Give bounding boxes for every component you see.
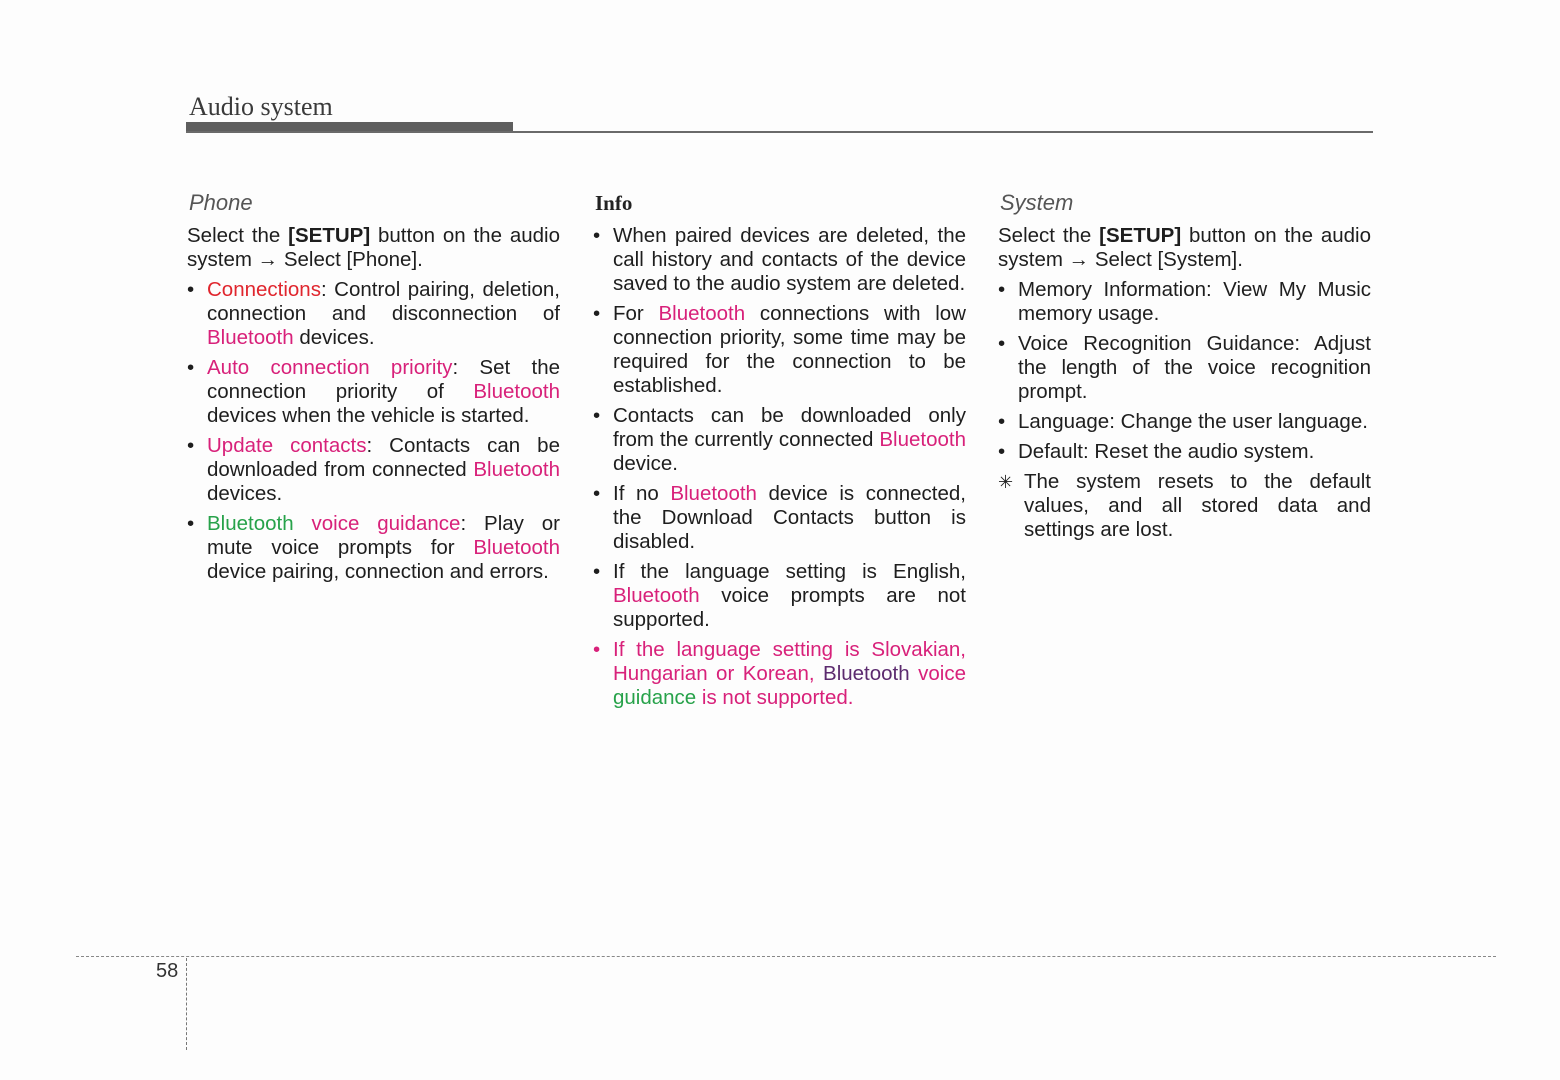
item-text: Default: Reset the audio system. [1018, 440, 1315, 463]
info-column [593, 190, 966, 716]
bluetooth-term: Bluetooth [207, 326, 294, 349]
item-text: device is connected, the Download Contacts button is disabled. [613, 482, 966, 553]
item-label: Bluetooth [207, 512, 294, 535]
item-text: voice [909, 662, 966, 685]
setup-button-label: [SETUP] [1099, 224, 1182, 247]
item-text: : Play or mute voice prompts for [207, 512, 560, 559]
bluetooth-term: Bluetooth [658, 302, 746, 325]
item-text: Voice Recognition Guidance: Adjust the length of the voice recognition prompt. [1018, 332, 1371, 403]
note-text: The system resets to the default values, and all stored data and settings are lost. [1024, 470, 1371, 541]
system-note [998, 470, 1371, 542]
item-text: is not supported. [696, 686, 854, 709]
item-text: voice prompts are not supported. [613, 584, 966, 631]
item-text: : Control pairing, deletion, connection and disconnection of [207, 278, 560, 325]
bluetooth-term: Bluetooth [473, 380, 560, 403]
setup-button-label: [SETUP] [288, 224, 371, 247]
info-heading: Info [595, 191, 633, 215]
item-text: connections with low connection priority, some time may be required for the connection to be established. [613, 302, 966, 397]
list-item: • Bluetooth voice guidance: Play or mute voice prompts for Bluetooth device pairing, connection and errors. [187, 512, 560, 583]
list-item: • If the language setting is English, Bluetooth voice prompts are not supported. [593, 560, 966, 631]
item-text: Language: Change the user language. [1018, 410, 1368, 433]
bluetooth-term: Bluetooth [879, 428, 966, 451]
intro-text: Select the [998, 224, 1100, 247]
list-item: • Auto connection priority: Set the connection priority of Bluetooth devices when the vehicle is started. [187, 356, 560, 427]
list-item: • If the language setting is Slovakian, Hungarian or Korean, Bluetooth voice guidance is not supported. [593, 638, 966, 709]
item-text: Memory Information: View My Music memory usage. [1018, 278, 1371, 325]
system-intro [998, 224, 1371, 272]
list-item: • For Bluetooth connections with low connection priority, some time may be required for the connection to be established. [593, 302, 966, 397]
item-label: guidance [377, 512, 461, 535]
item-text: : Set the connection priority of [207, 356, 560, 403]
item-text: device. [613, 452, 678, 475]
bluetooth-term: Bluetooth [473, 458, 560, 481]
item-text: If the language setting is Slovakian, Hungarian or Korean, [613, 638, 966, 685]
bluetooth-term: Bluetooth [613, 584, 700, 607]
list-item: • When paired devices are deleted, the call history and contacts of the device saved to the audio system are deleted. [593, 224, 966, 295]
item-label: Update contacts [207, 434, 367, 457]
list-item: • Connections: Control pairing, deletion, connection and disconnection of Bluetooth devices. [187, 278, 560, 349]
phone-heading: Phone [189, 190, 253, 215]
header-rule [186, 131, 1373, 133]
item-text: guidance [613, 686, 697, 709]
page-number: 58 [156, 960, 179, 982]
intro-text: button on the audio system → Select [Phone]. [187, 224, 560, 271]
phone-column [187, 190, 560, 590]
list-item: • Update contacts: Contacts can be downloaded from connected Bluetooth devices. [187, 434, 560, 505]
bluetooth-term: Bluetooth [670, 482, 757, 505]
item-text: When paired devices are deleted, the call history and contacts of the device saved to the audio system are deleted. [613, 224, 966, 295]
item-text: device pairing, connection and errors. [207, 560, 549, 583]
list-item: • Default: Reset the audio system. [998, 440, 1315, 463]
phone-intro [187, 224, 560, 272]
item-label: Auto connection priority [207, 356, 453, 379]
item-text: If the language setting is English, [613, 560, 966, 583]
intro-text: Select the [187, 224, 289, 247]
item-text: devices when the vehicle is started. [207, 404, 530, 427]
footer-rule [76, 956, 1496, 957]
info-list [593, 224, 966, 710]
list-item: • Memory Information: View My Music memory usage. [998, 278, 1371, 325]
item-text: If no [613, 482, 671, 505]
system-column [998, 190, 1371, 542]
intro-text: button on the audio system → Select [System]. [998, 224, 1371, 271]
system-list [998, 278, 1371, 464]
bluetooth-term: Bluetooth [823, 662, 910, 685]
item-label: voice [311, 512, 360, 535]
item-text: For [613, 302, 659, 325]
note-mark-icon: ✳ [998, 472, 1014, 492]
list-item: • Language: Change the user language. [998, 410, 1368, 433]
item-text: Contacts can be downloaded only from the currently connected [613, 404, 966, 451]
list-item: • Voice Recognition Guidance: Adjust the length of the voice recognition prompt. [998, 332, 1371, 403]
list-item: • If no Bluetooth device is connected, the Download Contacts button is disabled. [593, 482, 966, 553]
system-heading: System [1000, 190, 1074, 215]
item-label: Connections [207, 278, 321, 301]
item-text: devices. [207, 482, 283, 505]
list-item: • Contacts can be downloaded only from the currently connected Bluetooth device. [593, 404, 966, 475]
footer-vertical-rule [186, 958, 187, 1050]
item-text: : Contacts can be downloaded from connected [207, 434, 560, 481]
bluetooth-term: Bluetooth [473, 536, 560, 559]
phone-list [187, 278, 560, 584]
section-title: Audio system [189, 92, 333, 121]
item-text: devices. [293, 326, 375, 349]
